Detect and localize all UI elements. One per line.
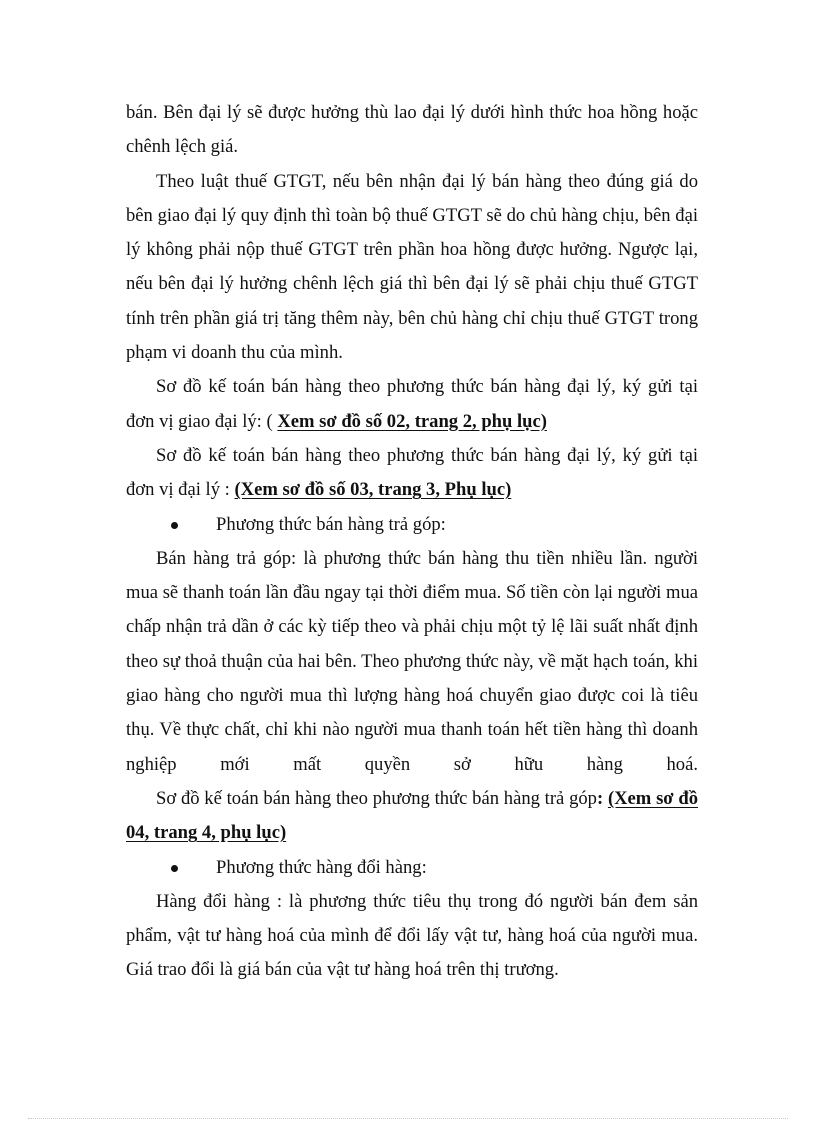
- bullet-label: Phương thức bán hàng trả góp:: [216, 513, 446, 535]
- paragraph-colon: :: [596, 787, 608, 809]
- paragraph-text: Sơ đồ kế toán bán hàng theo phương thức bán hàng đại lý, ký gửi tại đơn vị giao đại lý: (: [126, 376, 698, 432]
- bullet-icon: [171, 522, 178, 529]
- paragraph-vat-law: Theo luật thuế GTGT, nếu bên nhận đại lý bán hàng theo đúng giá do bên giao đại lý quy định thì toàn bộ thuế GTGT sẽ do chủ hàng chịu, bên đại lý không phải nộp thuế GTGT trên phần hoa hồng được hưởng. Ngược lại, nếu bên đại lý hưởng chênh lệch giá thì bên đại lý sẽ phải chịu thuế GTGT tính trên phần giá trị tăng thêm này, bên chủ hàng chỉ chịu thuế GTGT trong phạm vi doanh thu của mình.: [126, 170, 698, 364]
- paragraph-continuation: bán. Bên đại lý sẽ được hưởng thù lao đại lý dưới hình thức hoa hồng hoặc chênh lệch giá.: [126, 102, 698, 158]
- paragraph-installment: Bán hàng trả góp: là phương thức bán hàng thu tiền nhiều lần. người mua sẽ thanh toán lần đầu ngay tại thời điểm mua. Số tiền còn lại người mua chấp nhận trả dần ở các kỳ tiếp theo và phải chịu một tỷ lệ lãi suất nhất định theo sự thoả thuận của hai bên. Theo phương thức này, về mặt hạch toán, khi giao hàng cho người mua thì lượng hàng hoá chuyển giao được coi là tiêu thụ. Về thực chất, chỉ khi nào người mua thanh toán hết tiền hàng thì doanh nghiệp mới mất quyền sở hữu hàng hoá.: [126, 547, 698, 775]
- paragraph-barter: Hàng đổi hàng : là phương thức tiêu thụ trong đó người bán đem sản phẩm, vật tư hàng hoá của mình để đổi lấy vật tư, hàng hoá của người mua. Giá trao đổi là giá bán của vật tư hàng hoá trên thị trương.: [126, 890, 698, 981]
- paragraph-text: Sơ đồ kế toán bán hàng theo phương thức bán hàng trả góp: [156, 787, 597, 809]
- paragraph-agency-diagram-ref: [126, 370, 698, 439]
- bullet-item-barter: [126, 851, 698, 885]
- appendix-link-diagram-03[interactable]: (Xem sơ đồ số 03, trang 3, Phụ lục): [234, 479, 512, 501]
- bullet-label: Phương thức hàng đổi hàng:: [216, 856, 427, 878]
- appendix-link-diagram-04[interactable]: (Xem sơ đồ 04, trang 4, phụ lục): [126, 787, 699, 844]
- page-bottom-divider: [28, 1118, 788, 1119]
- paragraph-installment-diagram-ref: [126, 782, 698, 851]
- appendix-link-diagram-02[interactable]: Xem sơ đồ số 02, trang 2, phụ lục): [277, 410, 547, 432]
- paragraph-text: Sơ đồ kế toán bán hàng theo phương thức bán hàng đại lý, ký gửi tại đơn vị đại lý :: [126, 444, 698, 501]
- paragraph-agent-diagram-ref: [126, 439, 698, 508]
- bullet-icon: [171, 865, 178, 872]
- bullet-item-installment: [126, 508, 698, 542]
- document-body: [126, 96, 698, 988]
